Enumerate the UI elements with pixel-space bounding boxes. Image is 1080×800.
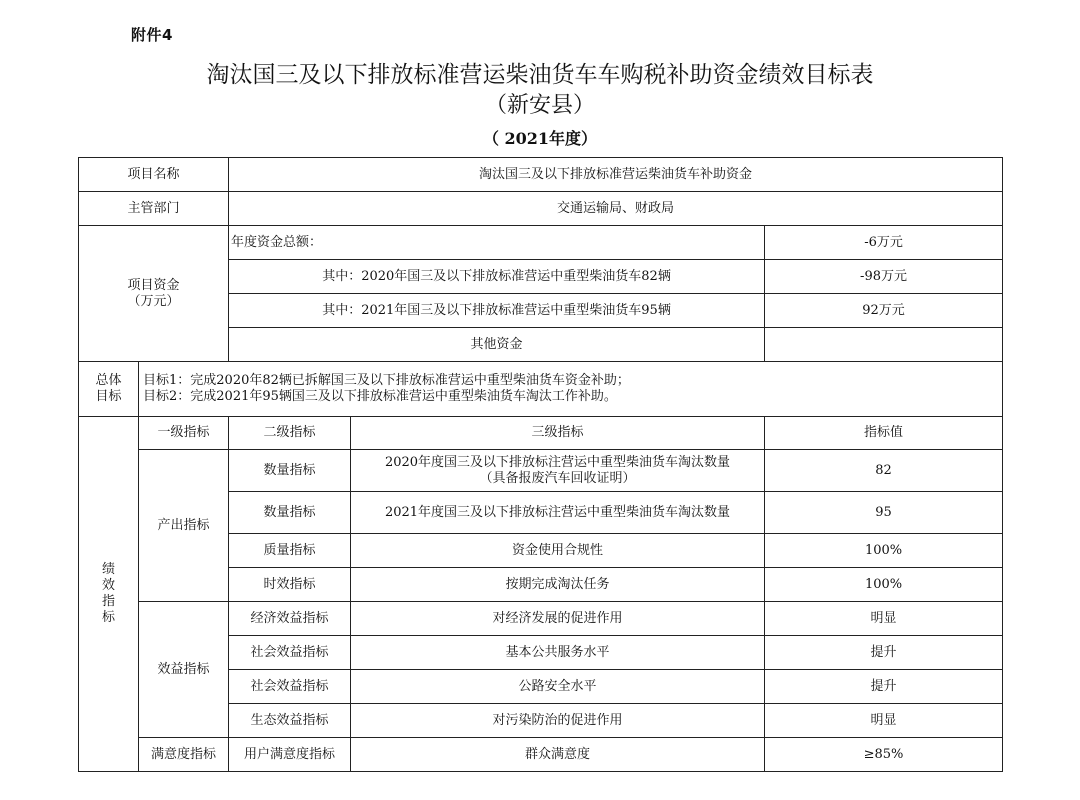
satisfaction-value: ≥85%: [765, 738, 1003, 772]
output-level3: 资金使用合规性: [351, 534, 765, 568]
benefit-level2: 经济效益指标: [229, 602, 351, 636]
table-row: [79, 738, 1003, 772]
benefit-level3: 对污染防治的促进作用: [351, 704, 765, 738]
benefit-level2: 生态效益指标: [229, 704, 351, 738]
table-row: [79, 602, 1003, 636]
header-level1: 一级指标: [139, 417, 229, 450]
goal-1: 目标1：完成2020年82辆已拆解国三及以下排放标准营运中重型柴油货车资金补助；: [143, 373, 630, 388]
benefit-indicators-label: 效益指标: [139, 602, 229, 738]
fiscal-year: （ 2021年度）: [482, 129, 598, 148]
funds-total-label: 年度资金总额：: [229, 226, 765, 260]
table-row: [79, 192, 1003, 226]
output-level2: 数量指标: [229, 492, 351, 534]
output-level2: 数量指标: [229, 450, 351, 492]
benefit-level3: 公路安全水平: [351, 670, 765, 704]
satisfaction-level2: 用户满意度指标: [229, 738, 351, 772]
goal-label-line1: 总体: [95, 373, 122, 388]
goal-label-line2: 目标: [95, 389, 122, 404]
output-level3: 按期完成淘汰任务: [351, 568, 765, 602]
funds-total-value: -6万元: [765, 226, 1003, 260]
output-level3-line1: 2020年度国三及以下排放标注营运中重型柴油货车淘汰数量: [384, 454, 731, 470]
satisfaction-level1: 满意度指标: [139, 738, 229, 772]
output-indicators-label: 产出指标: [139, 450, 229, 602]
output-value: 100%: [765, 568, 1003, 602]
performance-target-table: [78, 157, 1003, 772]
department-label: 主管部门: [79, 192, 229, 226]
funds-2020-label: 其中：2020年国三及以下排放标准营运中重型柴油货车82辆: [229, 260, 765, 294]
indicator-char: 效: [101, 578, 115, 593]
benefit-level2: 社会效益指标: [229, 636, 351, 670]
benefit-value: 明显: [765, 602, 1003, 636]
funds-other-value: [765, 328, 1003, 362]
project-funds-label: [79, 226, 229, 362]
indicator-char: 指: [101, 594, 115, 609]
header-value: 指标值: [765, 417, 1003, 450]
header-level2: 二级指标: [229, 417, 351, 450]
funds-2021-value: 92万元: [765, 294, 1003, 328]
output-level2: 时效指标: [229, 568, 351, 602]
output-level3: [351, 450, 765, 492]
table-row: [79, 450, 1003, 492]
indicator-char: 标: [101, 610, 115, 625]
attachment-label: 附件4: [131, 26, 173, 44]
output-value: 95: [765, 492, 1003, 534]
table-row: [79, 226, 1003, 260]
output-level2: 质量指标: [229, 534, 351, 568]
project-name-value: 淘汰国三及以下排放标准营运柴油货车补助资金: [229, 158, 1003, 192]
table-row: [79, 417, 1003, 450]
benefit-level3: 基本公共服务水平: [351, 636, 765, 670]
funds-2021-label: 其中：2021年国三及以下排放标准营运中重型柴油货车95辆: [229, 294, 765, 328]
output-level3: 2021年度国三及以下排放标注营运中重型柴油货车淘汰数量: [351, 492, 765, 534]
overall-goal-content: [139, 362, 1003, 417]
county-subtitle: （新安县）: [484, 93, 595, 118]
funds-other-label: 其他资金: [229, 328, 765, 362]
funds-2020-value: -98万元: [765, 260, 1003, 294]
indicator-char: 绩: [101, 562, 115, 577]
overall-goal-label: [79, 362, 139, 417]
page-title: 淘汰国三及以下排放标准营运柴油货车车购税补助资金绩效目标表: [206, 62, 874, 88]
benefit-value: 明显: [765, 704, 1003, 738]
department-value: 交通运输局、财政局: [229, 192, 1003, 226]
project-name-label: 项目名称: [79, 158, 229, 192]
performance-indicators-label: [79, 417, 139, 772]
funds-label-line2: （万元）: [127, 293, 180, 309]
table-row: [79, 362, 1003, 417]
table-row: [79, 158, 1003, 192]
benefit-level3: 对经济发展的促进作用: [351, 602, 765, 636]
goal-2: 目标2：完成2021年95辆国三及以下排放标准营运中重型柴油货车淘汰工作补助。: [143, 389, 617, 404]
output-value: 82: [765, 450, 1003, 492]
benefit-level2: 社会效益指标: [229, 670, 351, 704]
header-level3: 三级指标: [351, 417, 765, 450]
benefit-value: 提升: [765, 636, 1003, 670]
output-value: 100%: [765, 534, 1003, 568]
funds-label-line1: 项目资金: [127, 277, 180, 293]
benefit-value: 提升: [765, 670, 1003, 704]
satisfaction-level3: 群众满意度: [351, 738, 765, 772]
output-level3-line2: （具备报废汽车回收证明）: [479, 470, 636, 486]
